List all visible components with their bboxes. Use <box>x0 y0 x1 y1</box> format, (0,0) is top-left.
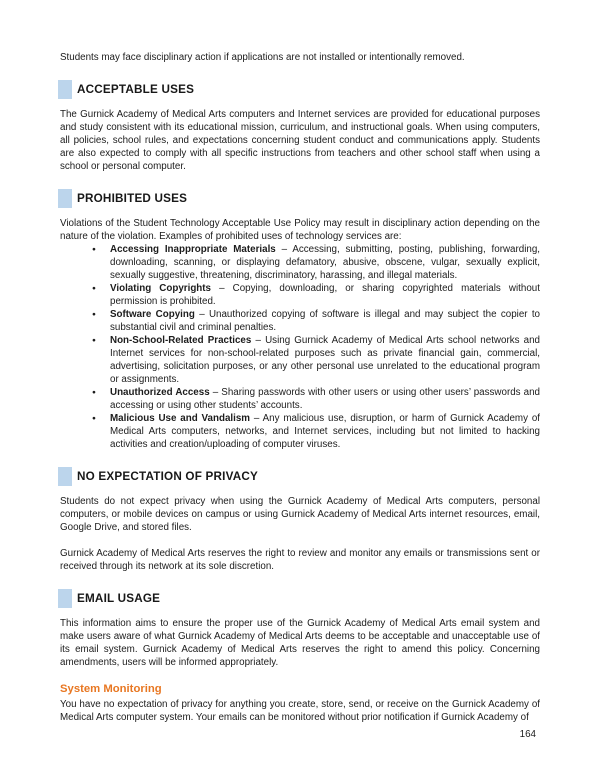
section-heading-label: ACCEPTABLE USES <box>77 83 195 96</box>
privacy-paragraph-2: Gurnick Academy of Medical Arts reserves the right to review and monitor any emails or transmissions sent or received through its network at its sole discretion. <box>60 548 540 572</box>
bullet-text: – Using Gurnick Academy of Medical Arts school networks and Internet services for non-school-related purposes such as private financial gain, commercial, advertising, solicitation purposes, or any other personal use unrelated to the educational program or assignments. <box>110 335 540 385</box>
section-heading-prohibited-uses <box>58 189 540 208</box>
list-item <box>60 282 540 308</box>
section-heading-email-usage <box>58 589 540 608</box>
prohibited-uses-paragraph: Violations of the Student Technology Acceptable Use Policy may result in disciplinary action depending on the nature of the violation. Examples of prohibited uses of technology services are: <box>60 218 540 242</box>
heading-marker-icon <box>58 467 72 486</box>
list-item <box>60 308 540 334</box>
bullet-lead: Malicious Use and Vandalism <box>110 413 251 424</box>
section-heading-no-expectation-of-privacy <box>58 467 540 486</box>
bullet-lead: Unauthorized Access <box>110 387 210 398</box>
bullet-text: – Any malicious use, disruption, or harm of Gurnick Academy of Medical Arts computers, networks, and Internet services, including but not limited to hacking activities and creation/uploading of computer viruses. <box>110 413 540 450</box>
privacy-paragraph-1: Students do not expect privacy when using the Gurnick Academy of Medical Arts computers, personal computers, or mobile devices on campus or using Gurnick Academy of Medical Arts internet resources, email, Google Drive, and stored files. <box>60 496 540 533</box>
page-number: 164 <box>519 729 536 740</box>
bullet-text: – Unauthorized copying of software is illegal and may subject the copier to substantial civil and criminal penalties. <box>110 309 541 333</box>
email-usage-paragraph: This information aims to ensure the proper use of the Gurnick Academy of Medical Arts email system and make users aware of what Gurnick Academy of Medical Arts deems to be acceptable and unacceptable use of its email system. Gurnick Academy of Medical Arts reserves the right to amend this policy. Concerning amendments, users will be informed appropriately. <box>60 618 540 668</box>
system-monitoring-paragraph: You have no expectation of privacy for anything you create, store, send, or receive on the Gurnick Academy of Medical Arts computer system. Your emails can be monitored without prior notification if Gurnick Academy of <box>60 699 540 723</box>
section-heading-label: EMAIL USAGE <box>77 592 161 605</box>
list-item <box>60 243 540 282</box>
bullet-lead: Violating Copyrights <box>110 283 211 294</box>
bullet-text: – Sharing passwords with other users or using other users’ passwords and accessing or using other students’ accounts. <box>110 387 541 411</box>
section-heading-label: PROHIBITED USES <box>77 192 188 205</box>
bullet-text: – Accessing, submitting, posting, publishing, forwarding, downloading, scanning, or displaying defamatory, abusive, obscene, vulgar, sexually explicit, sexually suggestive, threatening, discriminatory, harassing, and illegal materials. <box>110 244 540 281</box>
bullet-lead: Accessing Inappropriate Materials <box>110 244 276 255</box>
prohibited-uses-bullet-list <box>60 243 540 451</box>
section-heading-acceptable-uses <box>58 80 540 99</box>
bullet-lead: Non-School-Related Practices <box>110 335 252 346</box>
section-heading-label: NO EXPECTATION OF PRIVACY <box>77 470 258 483</box>
list-item <box>60 412 540 451</box>
intro-paragraph: Students may face disciplinary action if applications are not installed or intentionally removed. <box>60 52 465 63</box>
subheading-system-monitoring: System Monitoring <box>60 683 162 695</box>
bullet-lead: Software Copying <box>110 309 195 320</box>
heading-marker-icon <box>58 80 72 99</box>
heading-marker-icon <box>58 589 72 608</box>
heading-marker-icon <box>58 189 72 208</box>
acceptable-uses-paragraph: The Gurnick Academy of Medical Arts computers and Internet services are provided for educational purposes and study consistent with its educational mission, curriculum, and instructional goals. When using computers, all policies, school rules, and expectations concerning student conduct and communications apply. Students are also expected to comply with all specific instructions from teachers and other school staff when using a school or personal computer. <box>60 109 540 172</box>
list-item <box>60 386 540 412</box>
list-item <box>60 334 540 386</box>
bullet-text: – Copying, downloading, or sharing copyrighted materials without permission is prohibited. <box>110 283 540 307</box>
